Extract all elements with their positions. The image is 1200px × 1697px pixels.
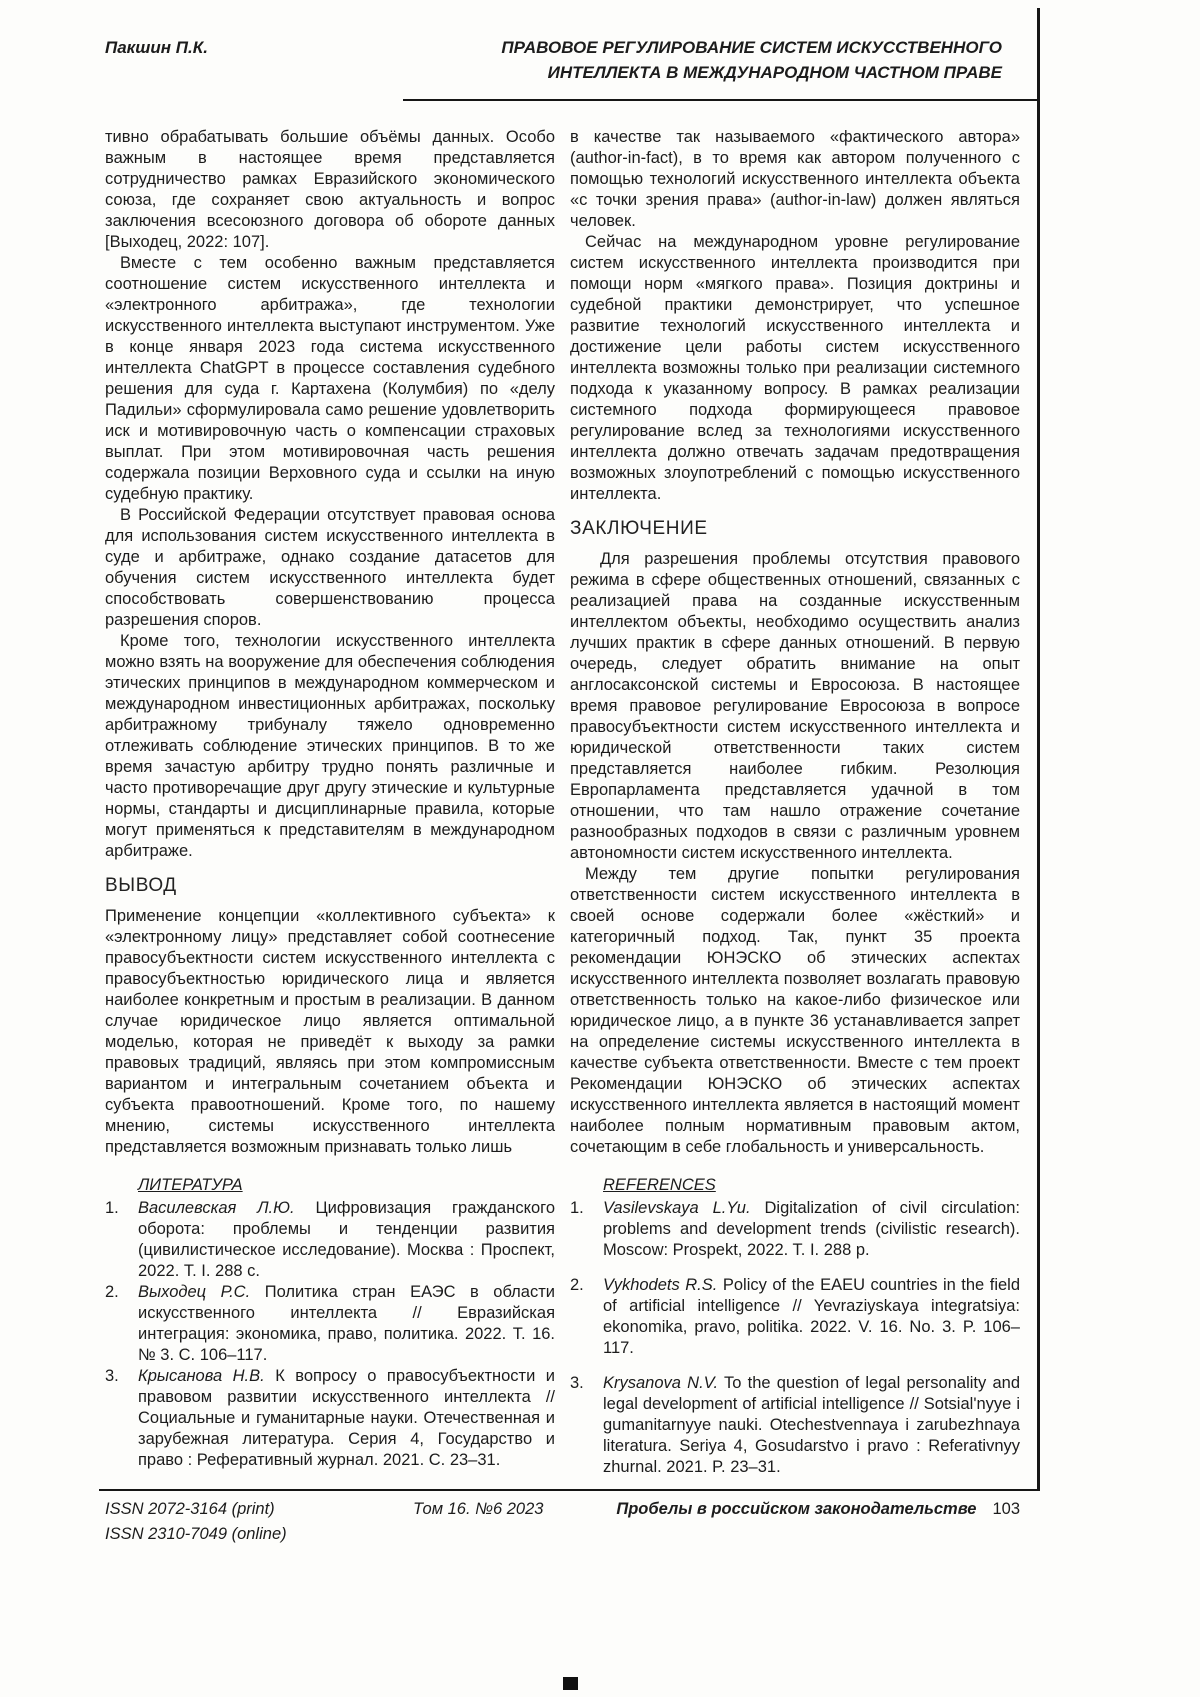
references-title: REFERENCES: [603, 1176, 716, 1194]
reference-author: Выходец Р.С.: [138, 1283, 251, 1301]
journal-name: Пробелы в российском законодательстве: [616, 1500, 977, 1518]
volume-issue: Том 16. №6 2023: [413, 1500, 544, 1518]
literature-list: [105, 1198, 555, 1471]
header-rule: [403, 99, 1039, 101]
reference-text: Policy of the EAEU countries in the field of artificial intelligence // Yevraziyskaya integratsiya: ekonomika, pravo, politika. 2022. V. 16. No. 3. P. 106–117.: [603, 1276, 1021, 1357]
reference-text: Политика стран ЕАЭС в области искусственного интеллекта // Евразийская интеграция: экономика, право, политика. 2022. Т. 16. № 3. С. 106–117.: [138, 1283, 556, 1364]
reference-author: Vykhodets R.S.: [603, 1276, 718, 1294]
left-column: [105, 127, 555, 1478]
references-list: [570, 1198, 1020, 1478]
reference-author: Vasilevskaya L.Yu.: [603, 1199, 751, 1217]
paragraph: в качестве так называемого «фактического автора» (author-in-fact), в то время как автором полученного с помощью технологий искусственного интеллекта объекта «с точки зрения права» (author-in-law) должен являться человек.: [570, 128, 1020, 230]
paragraph: Применение концепции «коллективного субъекта» к «электронному лицу» представляет собой соотнесение правосубъектности систем искусственного интеллекта с правосубъектностью юридического лица и является наиболее конкретным и простым в реализации. В данном случае юридическое лицо является оптимальной моделью, которая не приведёт к выходу за рамки правовых традиций, являясь при этом компромиссным вариантом и интегральным сочетанием объекта и субъекта правоотношений. Кроме того, по нашему мнению, системы искусственного интеллекта представляется возможным признавать только лишь: [105, 907, 555, 1156]
reference-item: [105, 1366, 555, 1471]
footer-rule: [99, 1489, 1039, 1491]
paragraph: Сейчас на международном уровне регулирование систем искусственного интеллекта производится при помощи норм «мягкого права». Позиция доктрины и судебной практики демонстрирует, что успешное развитие технологий искусственного интеллекта и достижение цели работы систем искусственного интеллекта возможны только при реализации системного подхода к указанному вопросу. В рамках реализации системного подхода формирующееся правовое регулирование вслед за технологиями искусственного интеллекта должно отвечать задачам предотвращения возможных злоупотреблений с помощью искусственного интеллекта.: [570, 233, 1020, 503]
reference-number: 3.: [105, 1367, 119, 1385]
paragraph: Для разрешения проблемы отсутствия правового режима в сфере общественных отношений, связанных с реализацией права на созданные искусственным интеллектом объекты, необходимо осуществить анализ лучших практик в сфере данных отношений. В первую очередь, следует обратить внимание на опыт англосаксонской системы и Евросоюза. В настоящее время правовое регулирование Евросоюза в вопросе правосубъектности систем искусственного интеллекта и юридической ответственности таких систем представляется наиболее гибким. Резолюция Европарламента представляется удачной в том отношении, что там нашло отражение сочетание разнообразных подходов в связи с различным уровнем автономности систем искусственного интеллекта.: [570, 550, 1020, 862]
binding-mark: [563, 1677, 578, 1690]
page-header: [105, 35, 1002, 85]
reference-number: 1.: [105, 1199, 119, 1217]
reference-text: К вопросу о правосубъектности и правовом развитии искусственного интеллекта // Социальные и гуманитарные науки. Отечественная и зарубежная литература. Серия 4, Государство и право : Реферативный журнал. 2021. С. 23–31.: [138, 1367, 555, 1469]
running-title: [501, 35, 1002, 85]
reference-item: [570, 1275, 1020, 1359]
literature-title: ЛИТЕРАТУРА: [138, 1176, 243, 1194]
section-heading-vyvod: ВЫВОД: [105, 875, 177, 896]
reference-text: Digitalization of civil circulation: problems and development trends (civilistic research). Moscow: Prospekt, 2022. T. I. 288 p.: [603, 1199, 1020, 1259]
section-heading-zaklyuchenie: ЗАКЛЮЧЕНИЕ: [570, 518, 708, 539]
paragraph: Вместе с тем особенно важным представляется соотношение систем искусственного интеллекта и «электронного арбитража», где технологии искусственного интеллекта выступают инструментом. Уже в конце января 2023 года система искусственного интеллекта ChatGPT в процессе составления судебного решения для суда г. Картахена (Колумбия) по «делу Падильи» сформулировала само решение удовлетворить иск и мотивировочную часть о компенсации страховых выплат. При этом мотивировочная часть решения содержала позиции Верховного суда и ссылки на иную судебную практику.: [105, 254, 555, 503]
running-title-line1: ПРАВОВОЕ РЕГУЛИРОВАНИЕ СИСТЕМ ИСКУССТВЕННОГО: [501, 38, 1002, 57]
reference-number: 3.: [570, 1374, 584, 1392]
reference-text: To the question of legal personality and legal development of artificial intelligence // Sotsial'nyye i gumanitarnyye nauki. Otechestvennaya i zarubezhnaya literatura. Seriya 4, Gosudarstvo i pravo : Referativnyy zhurnal. 2021. P. 23–31.: [603, 1374, 1021, 1476]
paragraph: Между тем другие попытки регулирования ответственности систем искусственного интеллекта в своей основе содержали более «жёсткий» и категоричный подход. Так, пункт 35 проекта рекомендации ЮНЭСКО об этических аспектах искусственного интеллекта позволяет возлагать правовую ответственность только на какое-либо физическое или юридическое лицо, а в пункте 36 устанавливается запрет на определение системы искусственного интеллекта в качестве субъекта ответственности. Вместе с тем проект Рекомендации ЮНЭСКО об этических аспектах искусственного интеллекта является в настоящий момент наиболее полным нормативным правовым актом, сочетающим в себе глобальность и универсальность.: [570, 865, 1020, 1156]
right-column: [570, 127, 1020, 1478]
page-footer: [105, 1497, 1020, 1547]
running-author: Пакшин П.К.: [105, 38, 208, 57]
page-right-border: [1037, 8, 1040, 1491]
reference-author: Василевская Л.Ю.: [138, 1199, 295, 1217]
footer-row: [105, 1497, 1020, 1522]
paragraph: Кроме того, технологии искусственного интеллекта можно взять на вооружение для обеспечения соблюдения этических принципов в международном коммерческом и международном инвестиционных арбитражах, поскольку арбитражному трибуналу тяжело одновременно отлеживать соблюдение этических принципов. В то же время зачастую арбитру трудно понять различные и часто противоречащие друг другу этические и культурные нормы, стандарты и дисциплинарные правила, которые могут применяться к представителям в международном арбитраже.: [105, 632, 555, 860]
article-body: [105, 127, 1020, 1478]
reference-item: [105, 1282, 555, 1366]
paragraph: тивно обрабатывать большие объёмы данных. Особо важным в настоящее время представляется сотрудничество рамках Евразийского экономического союза, где сохраняет свою актуальность и вопрос заключения всесоюзного договора об обороте данных [Выходец, 2022: 107].: [105, 128, 555, 251]
reference-number: 2.: [105, 1283, 119, 1301]
paragraph: В Российской Федерации отсутствует правовая основа для использования систем искусственного интеллекта в суде и арбитраже, однако создание датасетов для обучения систем искусственного интеллекта будет способствовать совершенствованию процесса разрешения споров.: [105, 506, 555, 629]
reference-author: Крысанова Н.В.: [138, 1367, 265, 1385]
reference-author: Krysanova N.V.: [603, 1374, 719, 1392]
journal-name-and-page: [616, 1497, 1020, 1522]
reference-number: 1.: [570, 1199, 584, 1217]
reference-item: [570, 1373, 1020, 1478]
reference-number: 2.: [570, 1276, 584, 1294]
page-number: 103: [992, 1500, 1020, 1518]
reference-item: [105, 1198, 555, 1282]
issn-online: ISSN 2310-7049 (online): [105, 1525, 287, 1543]
issn-print: ISSN 2072-3164 (print): [105, 1500, 275, 1518]
reference-item: [570, 1198, 1020, 1261]
running-title-line2: ИНТЕЛЛЕКТА В МЕЖДУНАРОДНОМ ЧАСТНОМ ПРАВЕ: [547, 63, 1002, 82]
reference-text: Цифровизация гражданского оборота: проблемы и тенденции развития (цивилистическое исследование). Москва : Проспект, 2022. Т. I. 288 с.: [138, 1199, 555, 1280]
